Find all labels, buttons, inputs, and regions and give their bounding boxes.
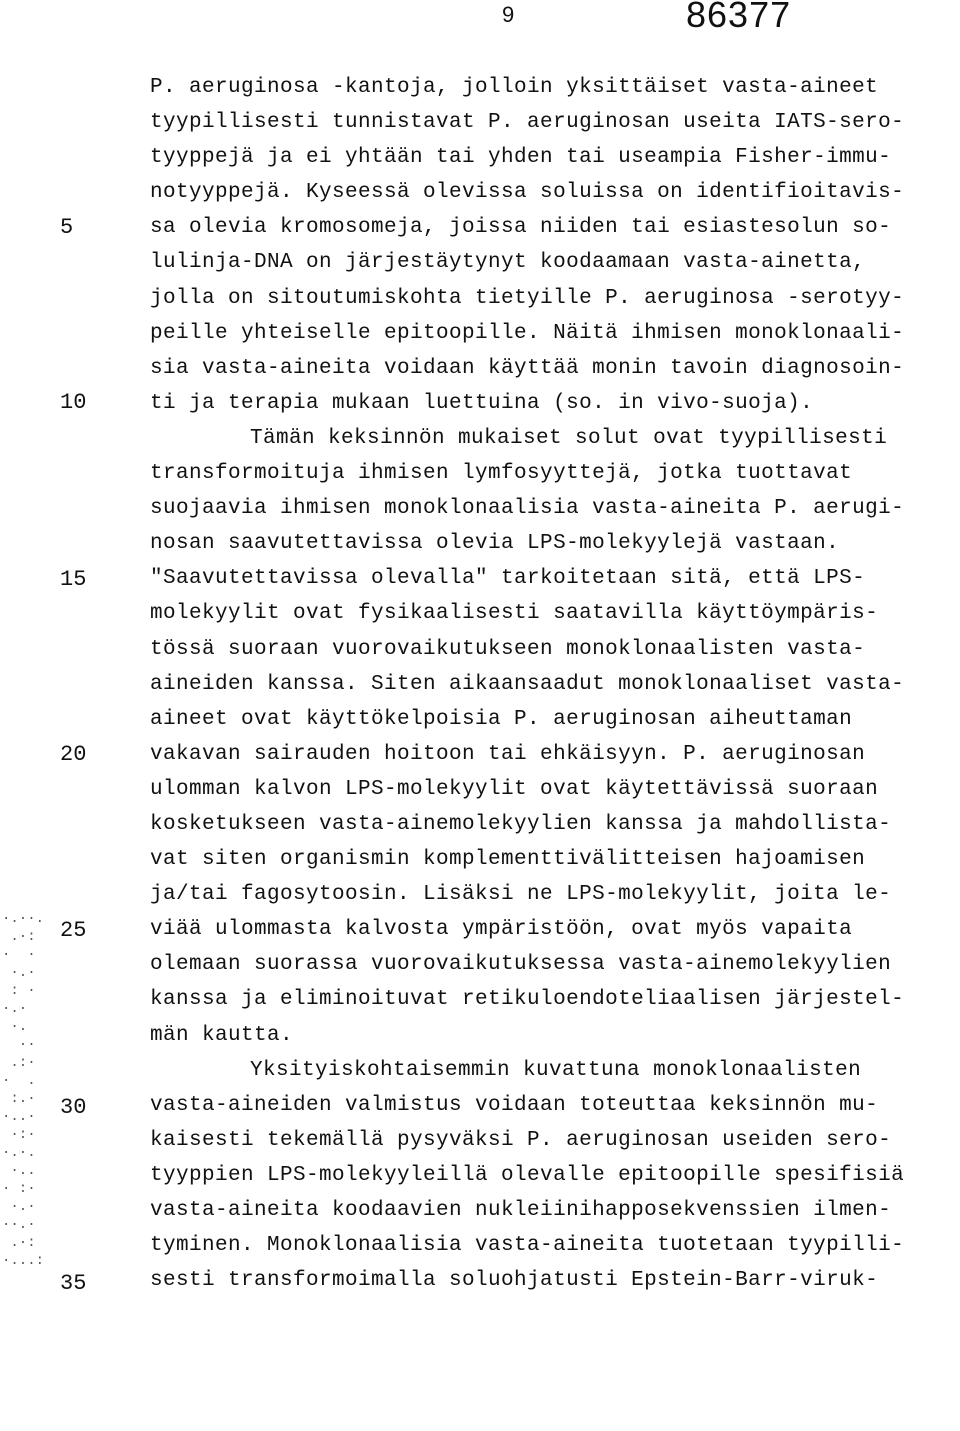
line-number: 20	[60, 742, 87, 767]
text-line: "Saavutettavissa olevalla" tarkoitetaan sitä, että LPS-	[150, 567, 866, 591]
text-line: jolla on sitoutumiskohta tietyille P. aeruginosa -serotyy-	[150, 286, 905, 310]
text-line: ja/tai fagosytoosin. Lisäksi ne LPS-molekyylit, joita le-	[150, 883, 892, 907]
text-line: Tämän keksinnön mukaiset solut ovat tyypillisesti	[250, 426, 888, 450]
text-line: tyyppien LPS-molekyyleillä olevalle epitoopille spesifisiä	[150, 1163, 905, 1187]
text-line: vasta-aineiden valmistus voidaan toteuttaa keksinnön mu-	[150, 1093, 879, 1117]
text-line: viää ulommasta kalvosta ympäristöön, ovat myös vapaita	[150, 918, 853, 942]
scan-specks: ·.··. .·: · · ·.· : · ·.· ·. ·· .:· · . :.· ·..· ·:· ·.·. ·.. · :· ·.· ··.· .·: ·...:	[2, 911, 45, 1269]
body-text	[150, 70, 960, 1298]
page-number: 9	[502, 2, 515, 27]
text-line: aineiden kanssa. Siten aikaansaadut monoklonaaliset vasta-	[150, 672, 905, 696]
text-line: transformoituja ihmisen lymfosyyttejä, jotka tuottavat	[150, 462, 853, 486]
text-line: nosan saavutettavissa olevia LPS-molekyylejä vastaan.	[150, 532, 840, 556]
line-number: 5	[60, 215, 74, 240]
text-line: vat siten organismin komplementtivälitteisen hajoamisen	[150, 848, 866, 872]
text-line: aineet ovat käyttökelpoisia P. aeruginosan aiheuttaman	[150, 707, 853, 731]
line-number: 35	[60, 1271, 87, 1296]
text-line: ti ja terapia mukaan luettuina (so. in vivo-suoja).	[150, 391, 814, 415]
text-line: sia vasta-aineita voidaan käyttää monin tavoin diagnosoin-	[150, 356, 905, 380]
text-line: tyyppejä ja ei yhtään tai yhden tai useampia Fisher-immu-	[150, 146, 892, 170]
line-number: 30	[60, 1095, 87, 1120]
text-line: notyyppejä. Kyseessä olevissa soluissa on identifioitavis-	[150, 181, 905, 205]
text-line: sesti transformoimalla soluohjatusti Epstein-Barr-viruk-	[150, 1269, 879, 1293]
text-line: P. aeruginosa -kantoja, jolloin yksittäiset vasta-aineet	[150, 76, 879, 99]
text-line: olemaan suorassa vuorovaikutuksessa vasta-ainemolekyylien	[150, 953, 892, 977]
text-line: män kautta.	[150, 1023, 294, 1047]
line-number: 25	[60, 918, 87, 943]
text-line: tössä suoraan vuorovaikutukseen monoklonaalisten vasta-	[150, 637, 866, 661]
line-number: 10	[60, 390, 87, 415]
line-number: 15	[60, 567, 87, 592]
text-line: lulinja-DNA on järjestäytynyt koodaamaan vasta-ainetta,	[150, 251, 866, 275]
text-line: tyminen. Monoklonaalisia vasta-aineita tuotetaan tyypilli-	[150, 1234, 905, 1258]
text-line: suojaavia ihmisen monoklonaalisia vasta-aineita P. aerugi-	[150, 497, 905, 521]
text-line: kosketukseen vasta-ainemolekyylien kanssa ja mahdollista-	[150, 812, 892, 836]
text-line: sa olevia kromosomeja, joissa niiden tai esiastesolun so-	[150, 216, 892, 240]
text-line: molekyylit ovat fysikaalisesti saatavilla käyttöympäris-	[150, 602, 879, 626]
text-line: vakavan sairauden hoitoon tai ehkäisyyn. P. aeruginosan	[150, 742, 866, 766]
text-line: Yksityiskohtaisemmin kuvattuna monoklonaalisten	[250, 1058, 862, 1082]
text-line: ulomman kalvon LPS-molekyylit ovat käytettävissä suoraan	[150, 777, 879, 801]
text-line: tyypillisesti tunnistavat P. aeruginosan useita IATS-sero-	[150, 111, 905, 135]
text-line: kanssa ja eliminoituvat retikuloendoteliaalisen järjestel-	[150, 988, 905, 1012]
text-line: peille yhteiselle epitoopille. Näitä ihmisen monoklonaali-	[150, 321, 905, 345]
text-line: kaisesti tekemällä pysyväksi P. aeruginosan useiden sero-	[150, 1128, 892, 1152]
patent-number: 86377	[686, 0, 792, 35]
text-line: vasta-aineita koodaavien nukleiinihapposekvenssien ilmen-	[150, 1199, 892, 1222]
